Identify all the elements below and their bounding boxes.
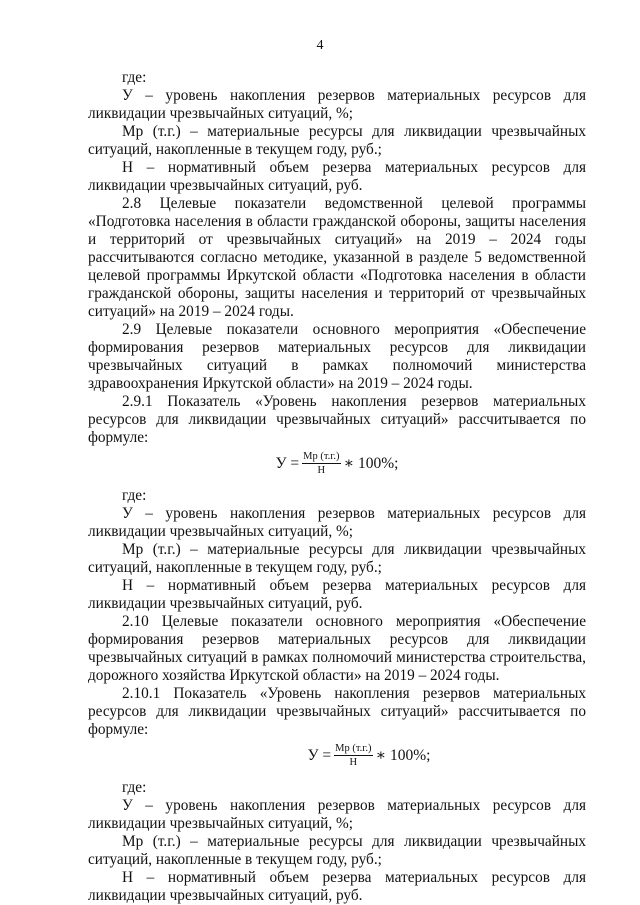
formula bbox=[88, 743, 586, 777]
paragraph: Мр (т.г.) – материальные ресурсы для ликвидации чрезвычайных ситуаций, накопленные в текущем году, руб.; bbox=[88, 541, 586, 576]
paragraph: 2.10 Целевые показатели основного мероприятия «Обеспечение формирования резервов материальных ресурсов для ликвидации чрезвычайных ситуаций в рамках полномочий министерства строительства, дорожного хозяйства Иркутской области» на 2019 – 2024 годы. bbox=[88, 613, 586, 684]
formula bbox=[88, 451, 586, 485]
formula-lhs: У = bbox=[307, 746, 332, 764]
paragraph: У – уровень накопления резервов материальных ресурсов для ликвидации чрезвычайных ситуаций, %; bbox=[88, 505, 586, 540]
formula-fraction bbox=[302, 451, 340, 476]
paragraph: где: bbox=[122, 69, 147, 86]
paragraph: Н – нормативный объем резерва материальных ресурсов для ликвидации чрезвычайных ситуаций, руб. bbox=[88, 577, 586, 612]
paragraph: У – уровень накопления резервов материальных ресурсов для ликвидации чрезвычайных ситуаций, %; bbox=[88, 797, 586, 832]
formula-numerator: Мр (т.г.) bbox=[303, 451, 340, 462]
paragraph: Н – нормативный объем резерва материальных ресурсов для ликвидации чрезвычайных ситуаций, руб. bbox=[88, 869, 586, 904]
formula-lhs: У = bbox=[275, 454, 300, 472]
paragraph: где: bbox=[122, 487, 147, 504]
paragraph: где: bbox=[122, 779, 147, 796]
formula-rhs: ∗ 100%; bbox=[343, 454, 399, 472]
paragraph: 2.9 Целевые показатели основного мероприятия «Обеспечение формирования резервов материальных ресурсов для ликвидации чрезвычайных ситуаций в рамках полномочий министерства здравоохранения Иркутской области» на 2019 – 2024 годы. bbox=[88, 321, 586, 392]
paragraph: 2.8 Целевые показатели ведомственной целевой программы «Подготовка населения в области гражданской обороны, защиты населения и территорий от чрезвычайных ситуаций» на 2019 – 2024 годы рассчитываются согласно методике, указанной в разделе 5 ведомственной целевой программы Иркутской области «Подготовка населения в области гражданской обороны, защиты населения и территорий от чрезвычайных ситуаций» на 2019 – 2024 годы. bbox=[88, 195, 586, 320]
paragraph: 2.10.1 Показатель «Уровень накопления резервов материальных ресурсов для ликвидации чрезвычайных ситуаций» рассчитывается по формуле: bbox=[88, 685, 586, 738]
document-body bbox=[88, 69, 586, 905]
formula-rhs: ∗ 100%; bbox=[375, 746, 431, 764]
formula-denominator: Н bbox=[317, 465, 326, 476]
page-number: 4 bbox=[316, 38, 324, 53]
formula-denominator: Н bbox=[349, 757, 358, 768]
paragraph: 2.9.1 Показатель «Уровень накопления резервов материальных ресурсов для ликвидации чрезвычайных ситуаций» рассчитывается по формуле: bbox=[88, 393, 586, 446]
formula-fraction bbox=[334, 743, 372, 768]
paragraph: Мр (т.г.) – материальные ресурсы для ликвидации чрезвычайных ситуаций, накопленные в текущем году, руб.; bbox=[88, 833, 586, 868]
paragraph: Н – нормативный объем резерва материальных ресурсов для ликвидации чрезвычайных ситуаций, руб. bbox=[88, 159, 586, 194]
formula-numerator: Мр (т.г.) bbox=[335, 743, 372, 754]
paragraph: У – уровень накопления резервов материальных ресурсов для ликвидации чрезвычайных ситуаций, %; bbox=[88, 87, 586, 122]
paragraph: Мр (т.г.) – материальные ресурсы для ликвидации чрезвычайных ситуаций, накопленные в текущем году, руб.; bbox=[88, 123, 586, 158]
